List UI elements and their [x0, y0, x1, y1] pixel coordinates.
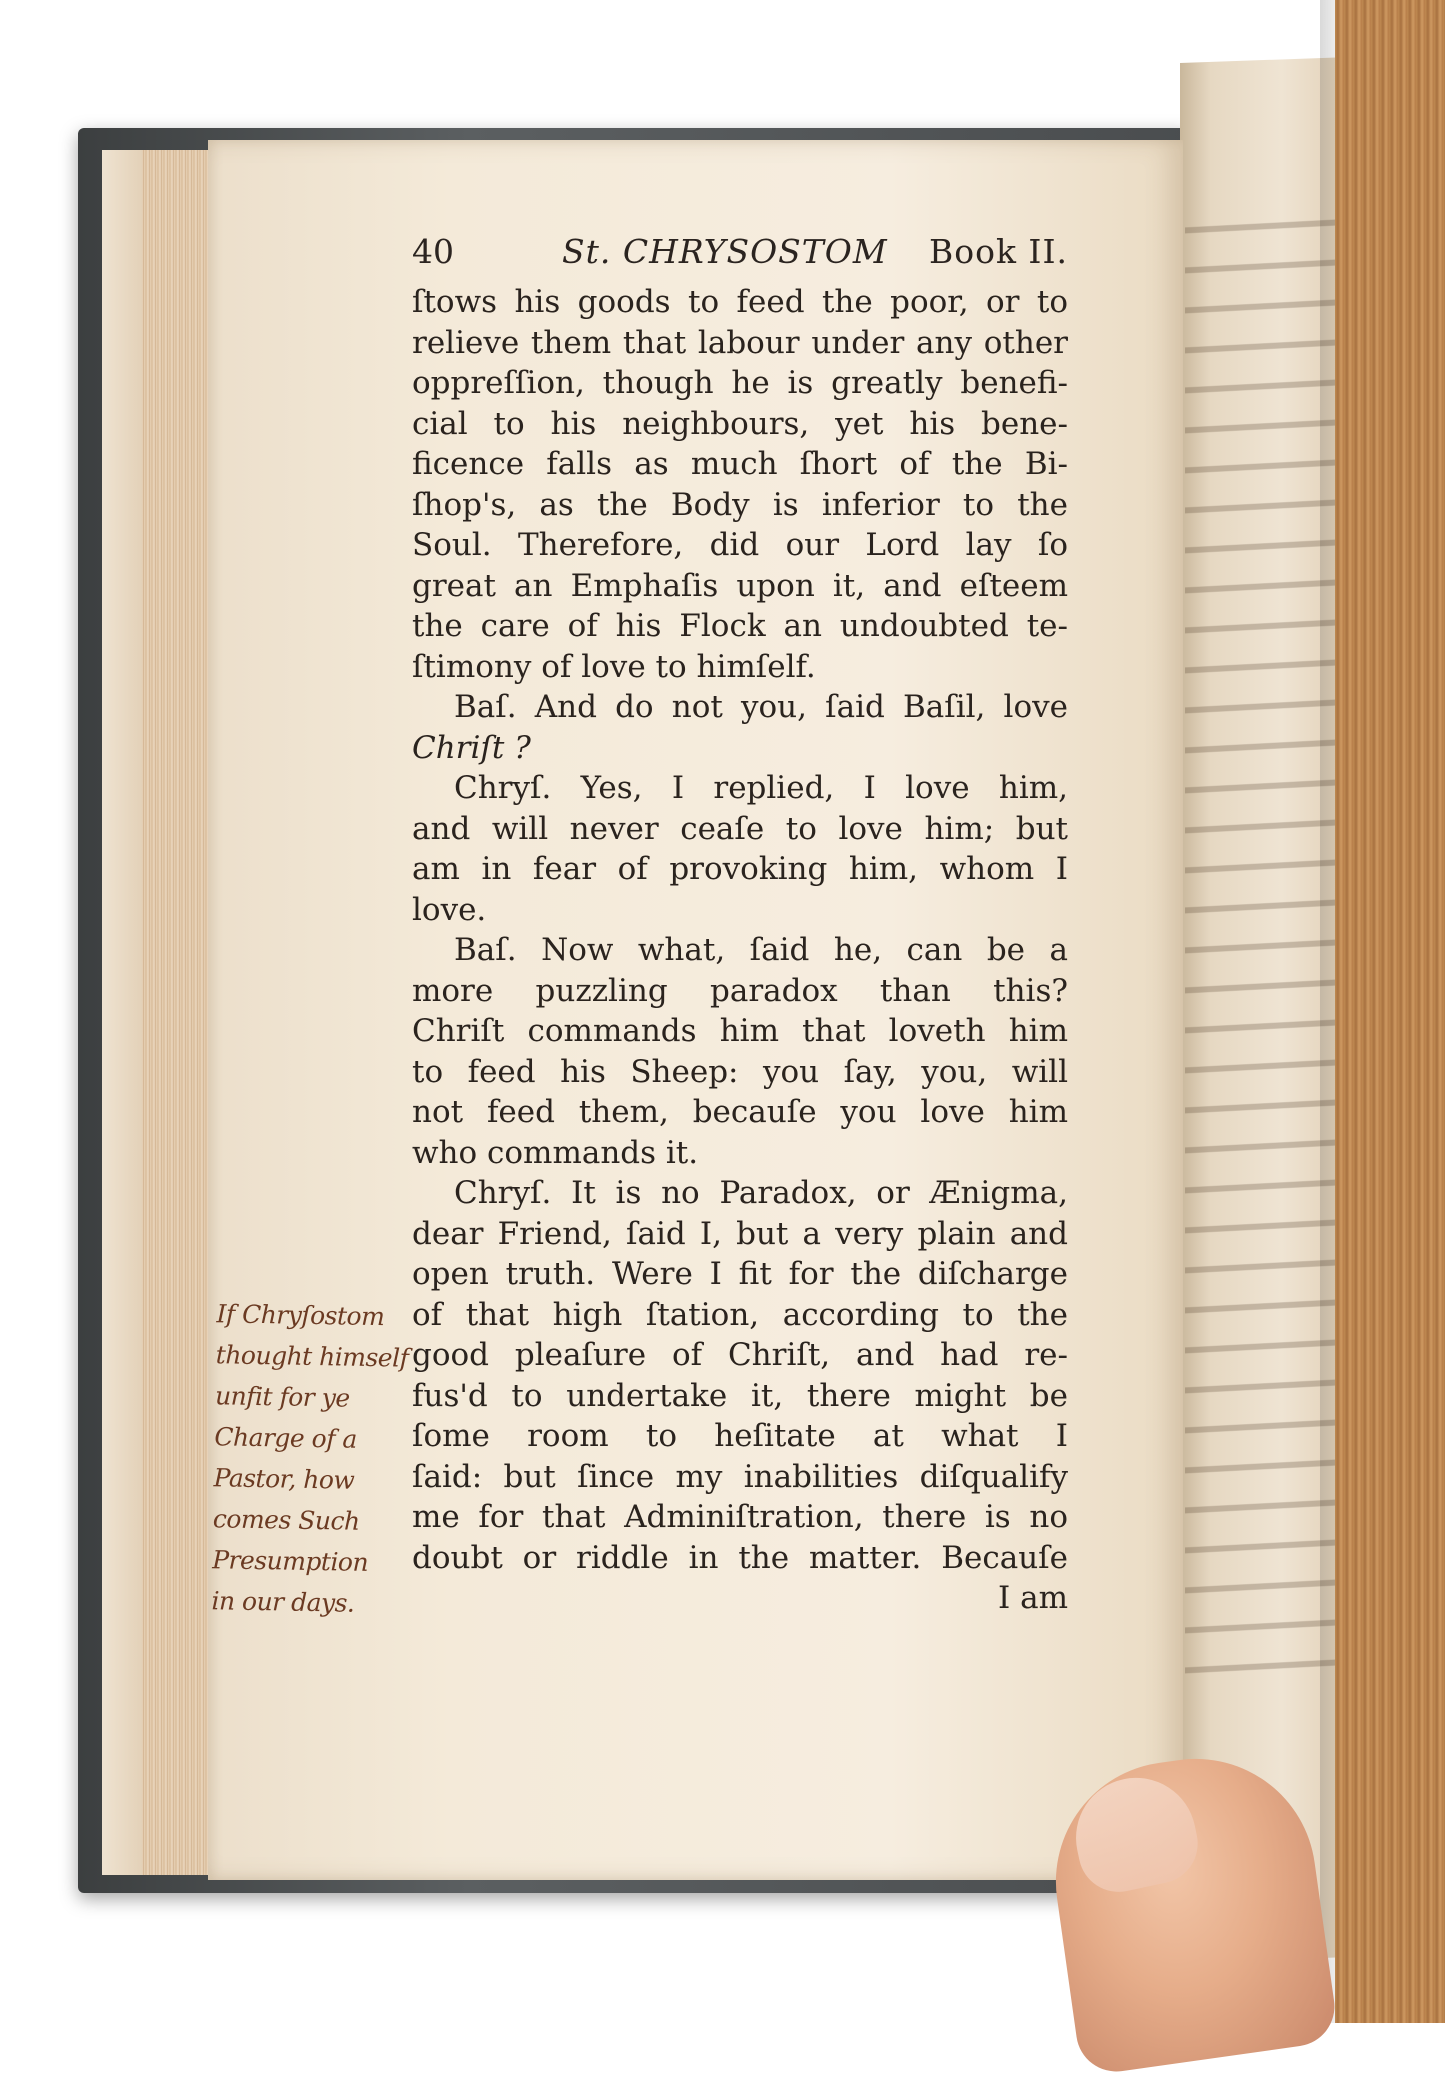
text-line: ſaid: but ſince my inabilities diſqualify — [412, 1458, 1068, 1495]
margin-note-line: thought himself — [215, 1340, 409, 1373]
book-label: Book II. — [928, 232, 1068, 271]
text-line: me for that Adminiſtration, there is no — [412, 1499, 1068, 1535]
page-edges-inner — [102, 150, 142, 1875]
page-number: 40 — [412, 232, 454, 271]
text-line: cial to his neighbours, yet his bene- — [412, 405, 1068, 442]
text-line: ſtimony of love to himſelf. — [412, 648, 816, 685]
text-line: who commands it. — [412, 1134, 699, 1171]
text-line: Soul. Therefore, did our Lord lay ſo — [412, 527, 1068, 563]
text-line: oppreſſion, though he is greatly benefi- — [412, 365, 1068, 401]
text-line: the care of his Flock an undoubted te- — [412, 608, 1068, 644]
margin-note-line: in our days. — [211, 1586, 355, 1618]
fore-edge — [1335, 0, 1445, 2023]
facing-page-text-blur — [1185, 196, 1335, 1704]
text-line: relieve them that labour under any other — [412, 324, 1068, 361]
text-line: great an Emphaſis upon it, and eſteem — [412, 567, 1068, 604]
catchword: I am — [998, 1580, 1068, 1616]
running-head — [412, 232, 1068, 282]
margin-note-line: Pastor, how — [213, 1463, 355, 1495]
margin-note-line: If Chryſostom — [216, 1299, 385, 1332]
text-line: ſome room to heſitate at what I — [412, 1418, 1068, 1454]
text-line: am in fear of provoking him, whom I — [412, 851, 1068, 887]
margin-note-line: Charge of a — [214, 1422, 358, 1454]
text-line: Baſ. And do not you, ſaid Baſil, love — [454, 689, 1068, 725]
text-line: Chryſ. It is no Paradox, or Ænigma, — [454, 1175, 1068, 1211]
text-line: ficence falls as much ſhort of the Bi- — [412, 446, 1068, 482]
running-title: St. CHRYSOSTOM — [562, 232, 888, 271]
text-line: love. — [412, 891, 487, 928]
text-line: ſtows his goods to feed the poor, or to — [412, 284, 1068, 320]
text-line: Baſ. Now what, ſaid he, can be a — [454, 932, 1068, 968]
text-line: Chriſt ? — [412, 729, 531, 766]
page-body-text — [412, 282, 1068, 1619]
text-line: more puzzling paradox than this? — [412, 972, 1068, 1009]
text-line: good pleaſure of Chriſt, and had re- — [412, 1337, 1068, 1373]
handwritten-margin-note — [211, 1293, 417, 1624]
text-line: not feed them, becauſe you love him — [412, 1094, 1068, 1130]
text-line: fus'd to undertake it, there might be — [412, 1377, 1068, 1414]
margin-note-line: unfit for ye — [214, 1381, 350, 1413]
text-line: and will never ceaſe to love him; but — [412, 810, 1068, 847]
text-line: doubt or riddle in the matter. Becauſe — [412, 1539, 1068, 1576]
text-line: open truth. Were I fit for the diſcharge — [412, 1256, 1068, 1292]
text-line: to feed his Sheep: you ſay, you, will — [412, 1053, 1068, 1090]
margin-note-line: Presumption — [211, 1545, 369, 1577]
text-line: of that high ſtation, according to the — [412, 1296, 1068, 1333]
text-line: dear Friend, ſaid I, but a very plain and — [412, 1215, 1068, 1252]
margin-note-line: comes Such — [212, 1504, 360, 1536]
text-line: Chryſ. Yes, I replied, I love him, — [454, 770, 1068, 806]
text-line: ſhop's, as the Body is inferior to the — [412, 486, 1068, 523]
text-line: Chriſt commands him that loveth him — [412, 1013, 1068, 1049]
